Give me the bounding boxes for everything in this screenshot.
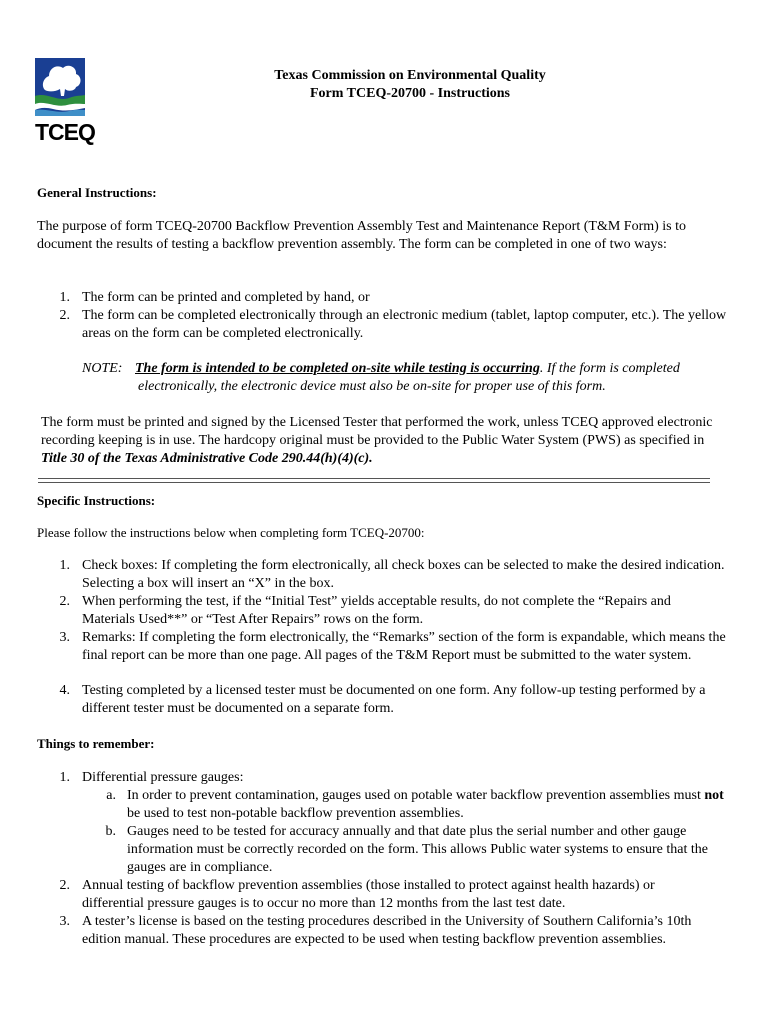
sub-a-post: be used to test non-potable backflow prevention assemblies. [127,806,464,821]
things-to-remember-heading: Things to remember: [37,736,155,751]
tac-citation: Title 30 of the Texas Administrative Code 290.44(h)(4)(c). [41,451,373,466]
note-rest: . If the form is completed electronically, the electronic device must also be on-site for proper use of this form. [138,361,680,394]
remember-item-2-number: 2. [59,878,70,893]
remember-item-1-text: Differential pressure gauges: [82,770,244,785]
note-block [82,360,722,396]
specific-item-2-number: 2. [59,594,70,609]
specific-instructions-heading: Specific Instructions: [37,493,156,508]
header-form-title: Form TCEQ-20700 - Instructions [309,86,511,101]
tceq-logo-text: TCEQ [35,119,95,145]
general-instructions-heading: General Instructions: [37,185,157,200]
remember-sub-a-text [127,787,727,823]
general-intro-paragraph: The purpose of form TCEQ-20700 Backflow Prevention Assembly Test and Maintenance Report (T&M Form) is to document the results of testing a backflow prevention assembly. The form can be completed in one of two ways: [37,219,687,252]
remember-item-2-text: Annual testing of backflow prevention assemblies (those installed to protect against health hazards) or differential pressure gauges is to occur no more than 12 months from the last test date. [82,878,655,911]
ways-item-1-text: The form can be printed and completed by hand, or [82,290,370,305]
specific-item-3-text: Remarks: If completing the form electronically, the “Remarks” section of the form is expandable, which means the final report can be more than one page. All pages of the T&M Report must be submitted to the water system. [82,630,726,663]
remember-sub-b-number: b. [105,824,116,839]
note-label: NOTE [82,361,118,376]
header-agency: Texas Commission on Environmental Quality [274,68,546,83]
specific-item-4-number: 4. [59,683,70,698]
ways-item-2-number: 2. [59,308,70,323]
specific-item-4-text: Testing completed by a licensed tester must be documented on one form. Any follow-up testing performed by a different tester must be documented on a separate form. [82,683,706,716]
section-divider-bottom [38,482,710,483]
specific-item-1-number: 1. [59,558,70,573]
ways-item-2-text: The form can be completed electronically through an electronic medium (tablet, laptop computer, etc.). The yellow areas on the form can be completed electronically. [82,308,727,341]
note-colon: : [117,361,123,376]
specific-intro: Please follow the instructions below when completing form TCEQ-20700: [37,525,425,540]
sub-a-pre: In order to prevent contamination, gauges used on potable water backflow prevention assemblies must [127,788,705,803]
ways-item-1-number: 1. [59,290,70,305]
specific-item-3-number: 3. [59,630,70,645]
section-divider-top [38,478,710,479]
remember-sub-a-number: a. [106,788,116,803]
note-emphasis: The form is intended to be completed on-site while testing is occurring [135,361,540,376]
sub-a-emphasis: not [704,788,724,803]
remember-sub-b-text: Gauges need to be tested for accuracy annually and that date plus the serial number and other gauge information must be correctly recorded on the form. This allows Public water systems to ensure that the gauges are in compliance. [127,824,708,875]
specific-item-2-text: When performing the test, if the “Initial Test” yields acceptable results, do not complete the “Repairs and Materials Used**” or “Test After Repairs” rows on the form. [82,594,671,627]
remember-item-3-text: A tester’s license is based on the testing procedures described in the University of Southern California’s 10th edition manual. These procedures are expected to be used when testing backflow prevention assemblies. [82,914,692,947]
remember-item-3-number: 3. [59,914,70,929]
specific-item-1-text: Check boxes: If completing the form electronically, all check boxes can be selected to make the desired indication. Selecting a box will insert an “X” in the box. [82,558,725,591]
document-header [0,67,770,103]
print-sign-paragraph [41,414,731,468]
print-sign-text: The form must be printed and signed by the Licensed Tester that performed the work, unless TCEQ approved electronic recording keeping is in use. The hardcopy original must be provided to the Public Water System (PWS) as specified in [41,415,713,448]
remember-item-1-number: 1. [59,770,70,785]
